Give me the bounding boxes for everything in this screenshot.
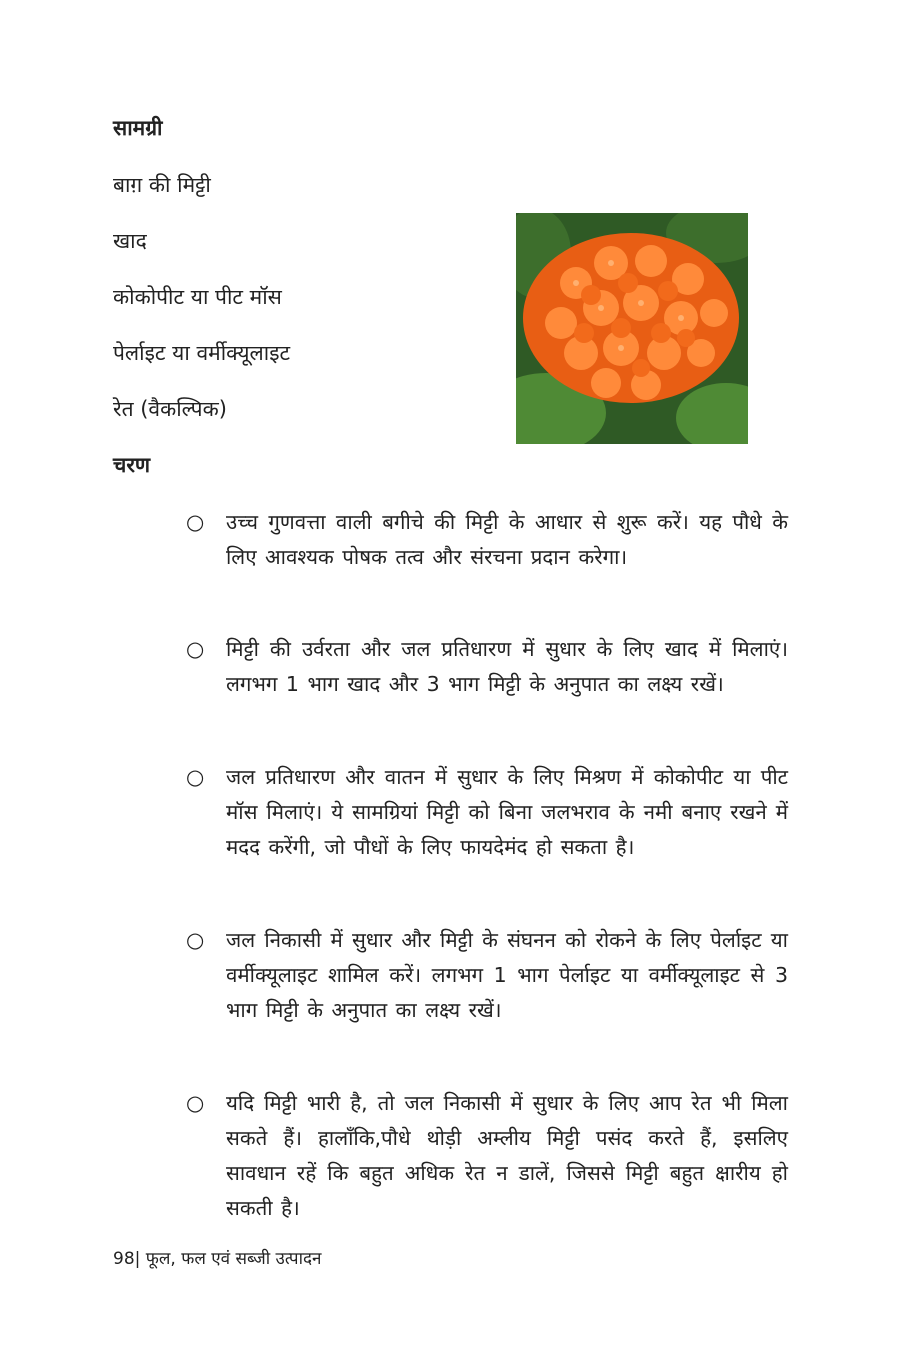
circle-bullet-icon: ○ [186, 765, 205, 789]
step-text: मिट्टी की उर्वरता और जल प्रतिधारण में सुधार के लिए खाद में मिलाएं। लगभग 1 भाग खाद और 3 भाग मिट्टी के अनुपात का लक्ष्य रखें। [226, 637, 788, 696]
footer-separator: | [134, 1249, 141, 1269]
material-item: रेत (वैकल्पिक) [113, 397, 227, 421]
list-item [186, 923, 790, 1028]
step-text: जल प्रतिधारण और वातन में सुधार के लिए मिश्रण में कोकोपीट या पीट मॉस मिलाएं। ये सामग्रियां मिट्टी को बिना जलभराव के नमी बनाए रखने में मदद करेंगी, जो पौधों के लिए फायदेमंद हो सकता है। [226, 765, 788, 859]
flower-illustration [516, 213, 748, 444]
circle-bullet-icon: ○ [186, 1091, 205, 1115]
list-item [186, 505, 790, 575]
page-footer [113, 1246, 321, 1272]
materials-heading: सामग्री [113, 116, 163, 140]
list-item [186, 760, 790, 865]
material-item: खाद [113, 229, 147, 253]
material-item: कोकोपीट या पीट मॉस [113, 285, 282, 309]
circle-bullet-icon: ○ [186, 928, 205, 952]
list-item [186, 632, 790, 702]
step-text: उच्च गुणवत्ता वाली बगीचे की मिट्टी के आधार से शुरू करें। यह पौधे के लिए आवश्यक पोषक तत्व और संरचना प्रदान करेगा। [226, 510, 788, 569]
steps-heading: चरण [113, 453, 151, 477]
circle-bullet-icon: ○ [186, 510, 205, 534]
circle-bullet-icon: ○ [186, 637, 205, 661]
book-title: फूल, फल एवं सब्जी उत्पादन [140, 1249, 322, 1269]
step-text: यदि मिट्टी भारी है, तो जल निकासी में सुधार के लिए आप रेत भी मिला सकते हैं। हालाँकि,पौधे थोड़ी अम्लीय मिट्टी पसंद करते हैं, इसलिए सावधान रहें कि बहुत अधिक रेत न डालें, जिससे मिट्टी बहुत क्षारीय हो सकती है। [226, 1091, 788, 1220]
ixora-flower-photo [516, 213, 748, 444]
step-text: जल निकासी में सुधार और मिट्टी के संघनन को रोकने के लिए पेर्लाइट या वर्मीक्यूलाइट शामिल करें। लगभग 1 भाग पेर्लाइट या वर्मीक्यूलाइट से 3 भाग मिट्टी के अनुपात का लक्ष्य रखें। [226, 928, 788, 1022]
material-item: बाग़ की मिट्टी [113, 173, 211, 197]
material-item: पेर्लाइट या वर्मीक्यूलाइट [113, 341, 291, 365]
page-number: 98 [113, 1249, 135, 1269]
list-item [186, 1086, 790, 1226]
